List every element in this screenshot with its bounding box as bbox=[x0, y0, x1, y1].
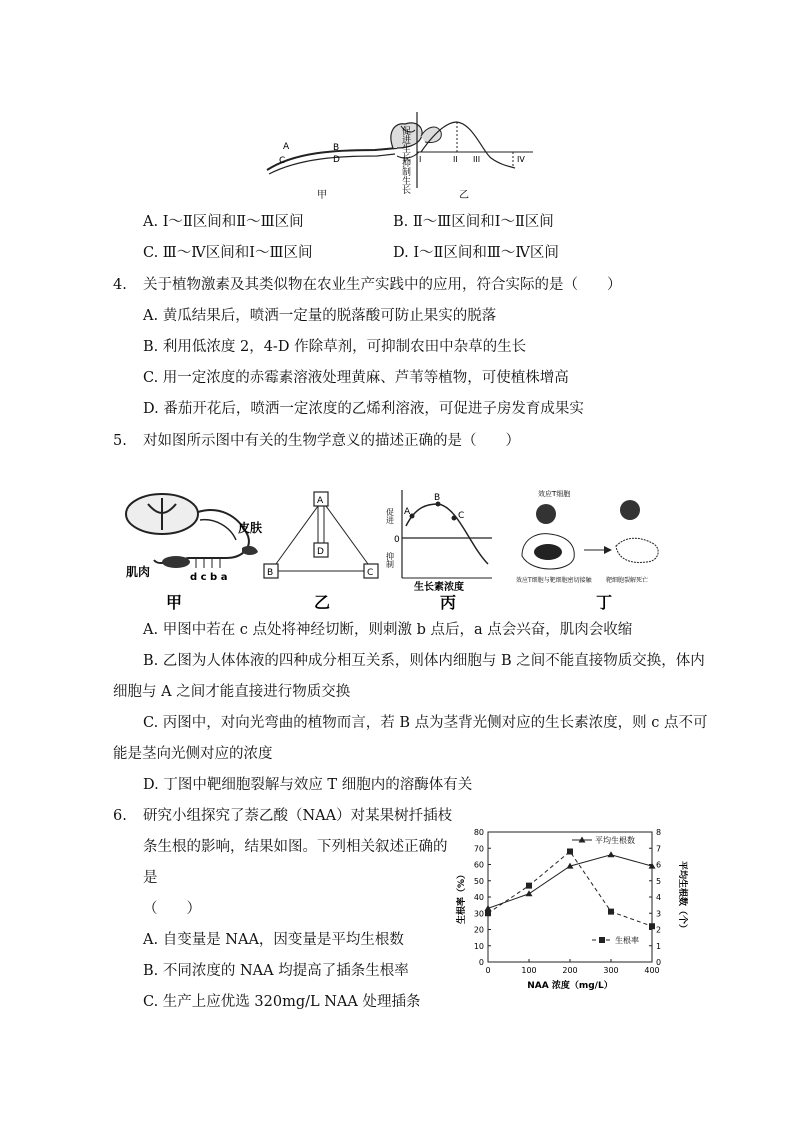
q5-bing-xlabel: 生长素浓度 bbox=[414, 582, 464, 593]
legend-label-mean-root-count: 平均生根数 bbox=[595, 836, 635, 845]
q5-contact-label: 效应T细胞与靶细胞密切接触 bbox=[516, 577, 592, 584]
q4-stem: 关于植物激素及其类似物在农业生产实践中的应用，符合实际的是（ ） bbox=[143, 277, 622, 293]
chart-ylabel-left: 生根率（%） bbox=[457, 869, 467, 925]
q5-option-d: D. 丁图中靶细胞裂解与效应 T 细胞内的溶酶体有关 bbox=[143, 777, 473, 793]
q3-point-a: A bbox=[283, 142, 290, 152]
legend-marker-rooting-rate bbox=[599, 937, 605, 943]
q3-point-b: B bbox=[333, 143, 340, 153]
q3-tick-1: I bbox=[419, 155, 422, 164]
q5-fig-yi bbox=[264, 492, 378, 612]
q6-number: 6. bbox=[113, 808, 127, 824]
x-tick-label: 400 bbox=[644, 966, 660, 975]
rooting-rate-point bbox=[485, 910, 491, 916]
q5-fig-ding-label: 丁 bbox=[596, 593, 613, 612]
q4-option-a: A. 黄瓜结果后，喷洒一定量的脱落酸可防止果实的脱落 bbox=[143, 308, 497, 324]
q5-fig-bing bbox=[386, 490, 493, 612]
y-right-tick-label: 1 bbox=[656, 941, 662, 951]
y-right-tick-label: 7 bbox=[656, 844, 662, 854]
q5-node-d: D bbox=[317, 547, 324, 557]
x-tick-label: 100 bbox=[521, 966, 537, 975]
q3-yaxis-bottom: 抑制生长 bbox=[400, 158, 410, 194]
y-left-tick-label: 80 bbox=[473, 828, 484, 837]
q6-option-c: C. 生产上应优选 320mg/L NAA 处理插条 bbox=[143, 994, 421, 1010]
y-left-tick-label: 0 bbox=[478, 958, 484, 967]
chart-ylabel-right: 平均生根数（个） bbox=[677, 860, 687, 934]
x-tick-label: 0 bbox=[485, 966, 491, 975]
y-right-tick-label: 0 bbox=[656, 958, 662, 967]
q6-stem-line-4: （ ） bbox=[143, 901, 201, 917]
q5-option-a: A. 甲图中若在 c 点处将神经切断，则刺激 b 点后，a 点会兴奋，肌肉会收缩 bbox=[143, 622, 633, 638]
q5-fig-yi-label: 乙 bbox=[314, 593, 331, 612]
q4-number: 4. bbox=[113, 277, 127, 293]
q6-option-b: B. 不同浓度的 NAA 均提高了插条生根率 bbox=[143, 963, 409, 979]
x-tick-label: 300 bbox=[603, 966, 619, 975]
y-left-tick-label: 20 bbox=[473, 925, 484, 935]
q5-bing-point-b: B bbox=[434, 493, 441, 503]
chart-legend bbox=[572, 835, 639, 945]
q5-option-c: C. 丙图中，对向光弯曲的植物而言，若 B 点为茎背光侧对应的生长素浓度，则 c 点不可 bbox=[143, 715, 708, 731]
q5-muscle-label: 肌肉 bbox=[126, 565, 151, 579]
q5-node-c: C bbox=[367, 568, 374, 578]
y-right-tick-label: 5 bbox=[656, 876, 662, 886]
q5-bing-zero: 0 bbox=[394, 535, 400, 545]
q3-option-b: B. Ⅱ～Ⅲ区间和Ⅰ～Ⅱ区间 bbox=[393, 214, 554, 230]
legend-label-rooting-rate: 生根率 bbox=[615, 936, 639, 945]
q3-tick-3: III bbox=[473, 155, 481, 164]
y-right-tick-label: 8 bbox=[656, 828, 662, 837]
q5-fig-jia-label: 甲 bbox=[166, 593, 183, 612]
y-left-tick-label: 50 bbox=[473, 876, 484, 886]
q4-option-d: D. 番茄开花后，喷洒一定浓度的乙烯利溶液，可促进子房发育成果实 bbox=[143, 401, 584, 417]
y-right-tick-label: 2 bbox=[656, 925, 662, 935]
q5-number: 5. bbox=[113, 433, 127, 449]
q5-t-cell-label: 效应T细胞 bbox=[538, 490, 571, 498]
q3-fig-yi bbox=[400, 112, 533, 201]
q5-option-b: B. 乙图为人体体液的四种成分相互关系，则体内细胞与 B 之间不能直接物质交换，体内 bbox=[143, 653, 705, 669]
q6-stem-line-2: 条生根的影响，结果如图。下列相关叙述正确的 bbox=[143, 839, 448, 855]
y-right-tick-label: 4 bbox=[656, 893, 662, 902]
rooting-rate-point bbox=[526, 883, 532, 889]
x-tick-label: 200 bbox=[562, 966, 578, 975]
q6-option-a: A. 自变量是 NAA，因变量是平均生根数 bbox=[143, 932, 404, 948]
q3-tick-2: II bbox=[453, 155, 458, 164]
chart-series bbox=[485, 849, 656, 930]
q5-node-b: B bbox=[267, 568, 274, 578]
q5-bing-top: 促进 bbox=[385, 508, 395, 524]
y-left-tick-label: 30 bbox=[473, 909, 484, 919]
q3-tick-4: IV bbox=[517, 155, 525, 164]
q5-bing-point-a: A bbox=[404, 507, 411, 517]
q5-bing-point-c: C bbox=[458, 511, 465, 521]
q5-dcba-label: d c b a bbox=[190, 572, 228, 583]
q3-fig-jia bbox=[267, 123, 441, 201]
q5-fig-bing-label: 丙 bbox=[440, 593, 457, 612]
chart-xlabel: NAA 浓度（mg/L） bbox=[527, 981, 613, 991]
y-left-tick-label: 10 bbox=[473, 941, 484, 951]
q3-option-d: D. Ⅰ～Ⅱ区间和Ⅲ～Ⅳ区间 bbox=[393, 245, 559, 261]
q5-fig-jia bbox=[126, 494, 262, 612]
q5-skin-label: 皮肤 bbox=[238, 521, 263, 535]
q5-option-b-cont: 细胞与 A 之间才能直接进行物质交换 bbox=[113, 684, 351, 700]
q3-figure bbox=[255, 112, 555, 204]
mean-root-count-point bbox=[608, 851, 615, 857]
q5-option-c-cont: 能是茎向光侧对应的浓度 bbox=[113, 746, 273, 762]
y-right-tick-label: 3 bbox=[656, 909, 662, 919]
q4-option-b: B. 利用低浓度 2，4-D 作除草剂，可抑制农田中杂草的生长 bbox=[143, 339, 527, 355]
q3-option-c: C. Ⅲ～Ⅳ区间和Ⅰ～Ⅲ区间 bbox=[143, 245, 313, 261]
q5-figure bbox=[118, 486, 678, 614]
y-right-tick-label: 6 bbox=[656, 860, 662, 870]
rooting-rate-point bbox=[567, 849, 573, 855]
q6-stem-line-1: 研究小组探究了萘乙酸（NAA）对某果树扦插枝 bbox=[143, 808, 453, 824]
y-left-tick-label: 70 bbox=[473, 844, 484, 854]
rooting-rate-point bbox=[608, 909, 614, 915]
q3-fig-yi-label: 乙 bbox=[459, 190, 469, 201]
naa-chart bbox=[452, 822, 692, 994]
y-left-tick-label: 40 bbox=[473, 893, 484, 902]
q5-node-a: A bbox=[317, 496, 324, 506]
q3-fig-jia-label: 甲 bbox=[317, 190, 327, 201]
rooting-rate-point bbox=[649, 923, 655, 929]
q3-point-d: D bbox=[333, 155, 340, 165]
q4-option-c: C. 用一定浓度的赤霉素溶液处理黄麻、芦苇等植物，可使植株增高 bbox=[143, 370, 569, 386]
q5-stem: 对如图所示图中有关的生物学意义的描述正确的是（ ） bbox=[143, 433, 520, 449]
q3-yaxis-top: 促进生长 bbox=[400, 126, 410, 162]
q5-bing-bottom: 抑制 bbox=[385, 552, 395, 568]
mean-root-count-point bbox=[526, 890, 533, 896]
q3-option-a: A. Ⅰ～Ⅱ区间和Ⅱ～Ⅲ区间 bbox=[143, 214, 304, 230]
q3-point-c: C bbox=[279, 156, 286, 166]
y-left-tick-label: 60 bbox=[473, 860, 484, 870]
q5-lysis-label: 靶细胞裂解死亡 bbox=[606, 577, 649, 584]
q5-fig-ding bbox=[516, 489, 658, 612]
q6-stem-line-3: 是 bbox=[143, 870, 158, 886]
